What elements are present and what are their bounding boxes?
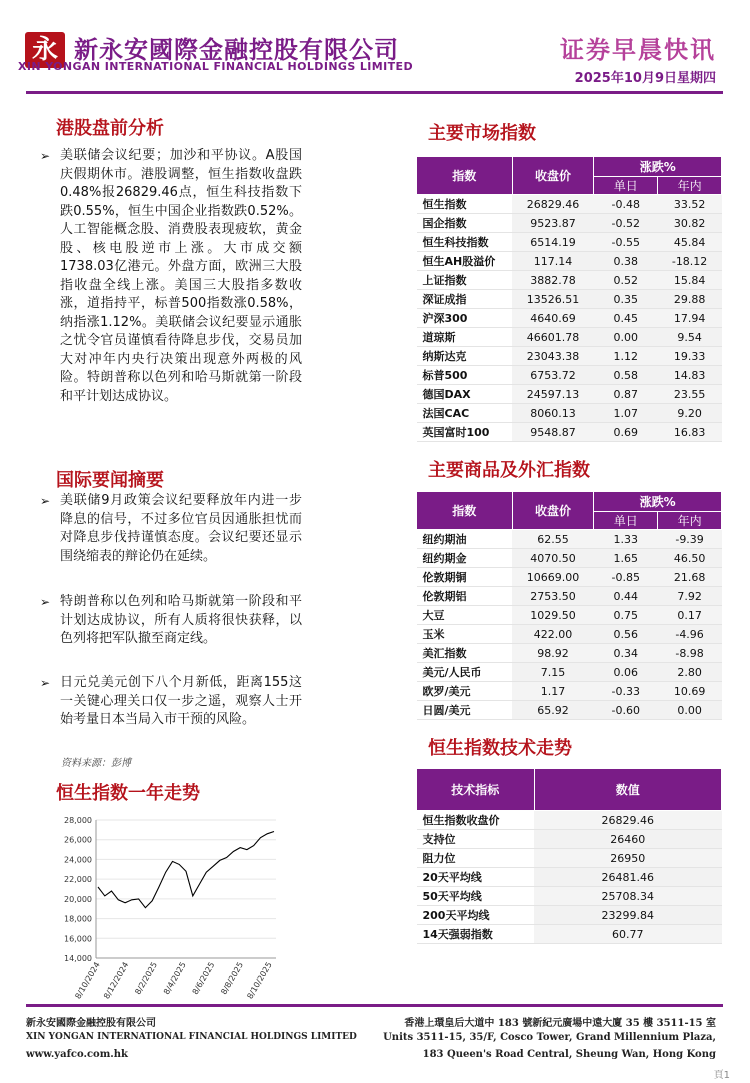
table-row xyxy=(417,868,722,887)
report-date: 2025年10月9日星期四 xyxy=(574,71,716,86)
table-row xyxy=(417,195,722,214)
bullet-arrow-icon: ➢ xyxy=(40,676,51,690)
cell-ytd: -4.96 xyxy=(658,625,722,644)
cell-close: 13526.51 xyxy=(512,290,594,309)
y-tick-label: 28,000 xyxy=(64,816,92,825)
table-row xyxy=(417,830,722,849)
cell-name: 道琼斯 xyxy=(417,328,513,347)
company-name-en: XIN YONGAN INTERNATIONAL FINANCIAL HOLDINGS LIMITED xyxy=(18,60,413,73)
table-row xyxy=(417,849,722,868)
cell-value: 60.77 xyxy=(534,925,721,944)
x-tick-label: 8/10/2024 xyxy=(73,960,102,1001)
cell-daily: 0.69 xyxy=(594,423,658,442)
bullet-arrow-icon: ➢ xyxy=(40,595,51,609)
y-tick-label: 24,000 xyxy=(64,855,92,865)
table-row xyxy=(417,309,722,328)
cell-daily: -0.60 xyxy=(594,701,658,720)
col-header-index: 指数 xyxy=(417,492,513,530)
y-tick-label: 22,000 xyxy=(64,875,92,885)
cell-ytd: 45.84 xyxy=(658,233,722,252)
table-row xyxy=(417,811,722,830)
footer-website: www.yafco.com.hk xyxy=(26,1049,128,1060)
cell-name: 标普500 xyxy=(417,366,513,385)
cell-name: 大豆 xyxy=(417,606,513,625)
table-row xyxy=(417,233,722,252)
table-row xyxy=(417,290,722,309)
table-row xyxy=(417,530,722,549)
footer-address-en-line1: Units 3511-15, 35/F, Cosco Tower, Grand Millennium Plaza, xyxy=(383,1032,716,1043)
cell-name: 伦敦期铝 xyxy=(417,587,513,606)
table-row xyxy=(417,252,722,271)
cell-name: 美汇指数 xyxy=(417,644,513,663)
y-tick-label: 18,000 xyxy=(64,914,92,924)
hsi-series-line xyxy=(98,832,274,908)
company-name-cn: 新永安國際金融控股有限公司 xyxy=(74,36,399,64)
cell-close: 7.15 xyxy=(512,663,594,682)
cell-close: 62.55 xyxy=(512,530,594,549)
report-title: 证券早晨快讯 xyxy=(560,36,716,64)
cell-close: 6753.72 xyxy=(512,366,594,385)
table-row xyxy=(417,701,722,720)
cell-daily: 0.38 xyxy=(594,252,658,271)
col-header-indicator: 技术指标 xyxy=(417,769,535,811)
y-tick-label: 16,000 xyxy=(64,934,92,944)
cell-ytd: 16.83 xyxy=(658,423,722,442)
cell-name: 日圆/美元 xyxy=(417,701,513,720)
cell-close: 9548.87 xyxy=(512,423,594,442)
cell-ytd: 33.52 xyxy=(658,195,722,214)
cell-ytd: 0.00 xyxy=(658,701,722,720)
col-header-daily: 单日 xyxy=(594,177,658,195)
footer-address-cn: 香港上環皇后大道中 183 號新紀元廣場中遠大廈 35 樓 3511-15 室 xyxy=(404,1018,716,1029)
cell-ytd: 9.54 xyxy=(658,328,722,347)
cell-value: 23299.84 xyxy=(534,906,721,925)
commodity-fx-heading: 主要商品及外汇指数 xyxy=(428,460,590,481)
cell-name: 14天强弱指数 xyxy=(417,925,535,944)
cell-ytd: 15.84 xyxy=(658,271,722,290)
table-row xyxy=(417,404,722,423)
col-header-ytd: 年内 xyxy=(658,177,722,195)
y-tick-label: 20,000 xyxy=(64,894,92,904)
col-header-close: 收盘价 xyxy=(512,492,594,530)
y-tick-label: 26,000 xyxy=(64,835,92,845)
cell-daily: 1.65 xyxy=(594,549,658,568)
table-row xyxy=(417,625,722,644)
news-item-text: 特朗普称以色列和哈马斯就第一阶段和平计划达成协议，所有人质将很快获释，以色列将把军队撤至商定线。 xyxy=(60,594,302,646)
cell-ytd: 21.68 xyxy=(658,568,722,587)
cell-close: 6514.19 xyxy=(512,233,594,252)
cell-daily: 0.87 xyxy=(594,385,658,404)
x-tick-label: 8/2/2025 xyxy=(133,960,160,997)
cell-name: 200天平均线 xyxy=(417,906,535,925)
cell-ytd: 9.20 xyxy=(658,404,722,423)
cell-name: 英国富时100 xyxy=(417,423,513,442)
cell-close: 422.00 xyxy=(512,625,594,644)
cell-close: 4070.50 xyxy=(512,549,594,568)
table-row xyxy=(417,644,722,663)
col-header-ytd: 年内 xyxy=(658,512,722,530)
table-row xyxy=(417,366,722,385)
news-item xyxy=(40,674,302,730)
cell-close: 10669.00 xyxy=(512,568,594,587)
data-source-note: 资料来源：彭博 xyxy=(61,758,131,769)
col-header-change: 涨跌% xyxy=(594,157,722,177)
cell-name: 阻力位 xyxy=(417,849,535,868)
x-tick-label: 8/8/2025 xyxy=(219,960,246,997)
cell-name: 欧罗/美元 xyxy=(417,682,513,701)
cell-name: 深证成指 xyxy=(417,290,513,309)
bullet-arrow-icon: ➢ xyxy=(40,149,51,163)
cell-daily: 0.34 xyxy=(594,644,658,663)
table-row xyxy=(417,887,722,906)
cell-name: 恒生指数 xyxy=(417,195,513,214)
cell-name: 美元/人民币 xyxy=(417,663,513,682)
cell-close: 117.14 xyxy=(512,252,594,271)
cell-ytd: 2.80 xyxy=(658,663,722,682)
table-row xyxy=(417,347,722,366)
cell-daily: 1.12 xyxy=(594,347,658,366)
cell-daily: 0.56 xyxy=(594,625,658,644)
cell-daily: 0.52 xyxy=(594,271,658,290)
col-header-index: 指数 xyxy=(417,157,513,195)
cell-close: 4640.69 xyxy=(512,309,594,328)
hk-analysis-paragraph xyxy=(40,147,302,406)
footer-company-cn: 新永安國際金融控股有限公司 xyxy=(26,1018,156,1029)
col-header-change: 涨跌% xyxy=(594,492,722,512)
table-row xyxy=(417,682,722,701)
table-row xyxy=(417,663,722,682)
cell-name: 恒生指数收盘价 xyxy=(417,811,535,830)
cell-name: 纳斯达克 xyxy=(417,347,513,366)
cell-ytd: 23.55 xyxy=(658,385,722,404)
cell-ytd: 46.50 xyxy=(658,549,722,568)
bullet-arrow-icon: ➢ xyxy=(40,494,51,508)
news-item-text: 日元兑美元创下八个月新低，距离155这一关键心理关口仅一步之遥，观察人士开始考量日本当局入市干预的风险。 xyxy=(60,675,302,727)
cell-value: 26481.46 xyxy=(534,868,721,887)
table-row xyxy=(417,385,722,404)
cell-close: 2753.50 xyxy=(512,587,594,606)
cell-daily: -0.33 xyxy=(594,682,658,701)
x-tick-label: 8/10/2025 xyxy=(245,960,274,1001)
cell-name: 上证指数 xyxy=(417,271,513,290)
cell-close: 24597.13 xyxy=(512,385,594,404)
table-row xyxy=(417,587,722,606)
commodity-fx-table xyxy=(416,491,722,720)
cell-close: 26829.46 xyxy=(512,195,594,214)
table-row xyxy=(417,568,722,587)
table-row xyxy=(417,214,722,233)
company-logo: 永 xyxy=(25,32,65,68)
cell-close: 46601.78 xyxy=(512,328,594,347)
cell-name: 纽约期金 xyxy=(417,549,513,568)
cell-ytd: 14.83 xyxy=(658,366,722,385)
cell-ytd: 17.94 xyxy=(658,309,722,328)
footer-divider xyxy=(26,1004,723,1007)
header-divider xyxy=(26,91,723,94)
col-header-value: 数值 xyxy=(534,769,721,811)
table-row xyxy=(417,549,722,568)
cell-daily: -0.48 xyxy=(594,195,658,214)
news-item xyxy=(40,593,302,649)
table-row xyxy=(417,271,722,290)
cell-value: 25708.34 xyxy=(534,887,721,906)
cell-daily: 0.00 xyxy=(594,328,658,347)
cell-name: 恒生AH股溢价 xyxy=(417,252,513,271)
cell-close: 98.92 xyxy=(512,644,594,663)
news-item-text: 美联储9月政策会议纪要释放年内进一步降息的信号，不过多位官员因通胀担忧而对降息步伐持谨慎态度。会议纪要还显示围绕缩表的辩论仍在延续。 xyxy=(60,493,302,564)
footer-address-en-line2: 183 Queen's Road Central, Sheung Wan, Hong Kong xyxy=(422,1049,716,1060)
hk-analysis-text: 美联储会议纪要；加沙和平协议。A股国庆假期休市。港股调整，恒生指数收盘跌0.48%报26829.46点，恒生科技指数下跌0.55%，恒生中国企业指数跌0.52%。人工智能概念股、消费股表现疲软，黄金股、核电股逆市上涨。大市成交额1738.03亿港元。外盘方面，欧洲三大股指收盘全线上涨。美国三大股指多数收涨，道指持平，标普500指数涨0.58%，纳指涨1.12%。美联储会议纪要显示通胀之忧令官员谨慎看待降息步伐，交易员加大对冲年内央行决策出现意外两极的风险。特朗普称以色列和哈马斯就第一阶段和平计划达成协议。 xyxy=(60,148,302,404)
cell-name: 50天平均线 xyxy=(417,887,535,906)
cell-name: 法国CAC xyxy=(417,404,513,423)
cell-close: 9523.87 xyxy=(512,214,594,233)
cell-close: 65.92 xyxy=(512,701,594,720)
news-item xyxy=(40,492,302,566)
table-row xyxy=(417,423,722,442)
cell-name: 德国DAX xyxy=(417,385,513,404)
cell-daily: -0.85 xyxy=(594,568,658,587)
cell-daily: 1.33 xyxy=(594,530,658,549)
cell-close: 1029.50 xyxy=(512,606,594,625)
cell-ytd: -18.12 xyxy=(658,252,722,271)
hsi-technical-table xyxy=(416,768,722,944)
cell-ytd: 29.88 xyxy=(658,290,722,309)
hsi-technical-heading: 恒生指数技术走势 xyxy=(428,738,572,759)
cell-name: 20天平均线 xyxy=(417,868,535,887)
cell-daily: 0.58 xyxy=(594,366,658,385)
table-row xyxy=(417,906,722,925)
cell-ytd: 7.92 xyxy=(658,587,722,606)
cell-close: 8060.13 xyxy=(512,404,594,423)
cell-ytd: 19.33 xyxy=(658,347,722,366)
cell-daily: 1.07 xyxy=(594,404,658,423)
cell-name: 恒生科技指数 xyxy=(417,233,513,252)
cell-daily: 0.44 xyxy=(594,587,658,606)
x-tick-label: 8/4/2025 xyxy=(161,960,188,997)
col-header-close: 收盘价 xyxy=(512,157,594,195)
col-header-daily: 单日 xyxy=(594,512,658,530)
footer-company-en: XIN YONGAN INTERNATIONAL FINANCIAL HOLDINGS LIMITED xyxy=(26,1032,357,1042)
cell-close: 1.17 xyxy=(512,682,594,701)
cell-ytd: -9.39 xyxy=(658,530,722,549)
cell-daily: 0.35 xyxy=(594,290,658,309)
market-index-table xyxy=(416,156,722,442)
intl-news-heading: 国际要闻摘要 xyxy=(56,470,164,491)
cell-close: 23043.38 xyxy=(512,347,594,366)
cell-daily: -0.52 xyxy=(594,214,658,233)
cell-value: 26460 xyxy=(534,830,721,849)
hsi-chart-heading: 恒生指数一年走势 xyxy=(56,783,200,804)
cell-name: 伦敦期铜 xyxy=(417,568,513,587)
cell-daily: 0.06 xyxy=(594,663,658,682)
page-header xyxy=(0,0,750,96)
page-number: 頁1 xyxy=(713,1070,730,1081)
cell-value: 26950 xyxy=(534,849,721,868)
cell-name: 沪深300 xyxy=(417,309,513,328)
cell-ytd: -8.98 xyxy=(658,644,722,663)
cell-daily: 0.45 xyxy=(594,309,658,328)
market-index-heading: 主要市场指数 xyxy=(428,123,536,144)
y-tick-label: 14,000 xyxy=(64,954,92,963)
cell-name: 纽约期油 xyxy=(417,530,513,549)
cell-value: 26829.46 xyxy=(534,811,721,830)
cell-ytd: 10.69 xyxy=(658,682,722,701)
table-row xyxy=(417,328,722,347)
cell-ytd: 30.82 xyxy=(658,214,722,233)
hk-analysis-heading: 港股盘前分析 xyxy=(56,118,164,139)
cell-ytd: 0.17 xyxy=(658,606,722,625)
cell-daily: -0.55 xyxy=(594,233,658,252)
x-tick-label: 8/6/2025 xyxy=(190,960,217,997)
table-row xyxy=(417,925,722,944)
x-tick-label: 8/12/2024 xyxy=(102,960,131,1001)
cell-daily: 0.75 xyxy=(594,606,658,625)
cell-name: 支持位 xyxy=(417,830,535,849)
table-row xyxy=(417,606,722,625)
cell-close: 3882.78 xyxy=(512,271,594,290)
cell-name: 国企指数 xyxy=(417,214,513,233)
hsi-one-year-chart xyxy=(48,808,288,1008)
cell-name: 玉米 xyxy=(417,625,513,644)
